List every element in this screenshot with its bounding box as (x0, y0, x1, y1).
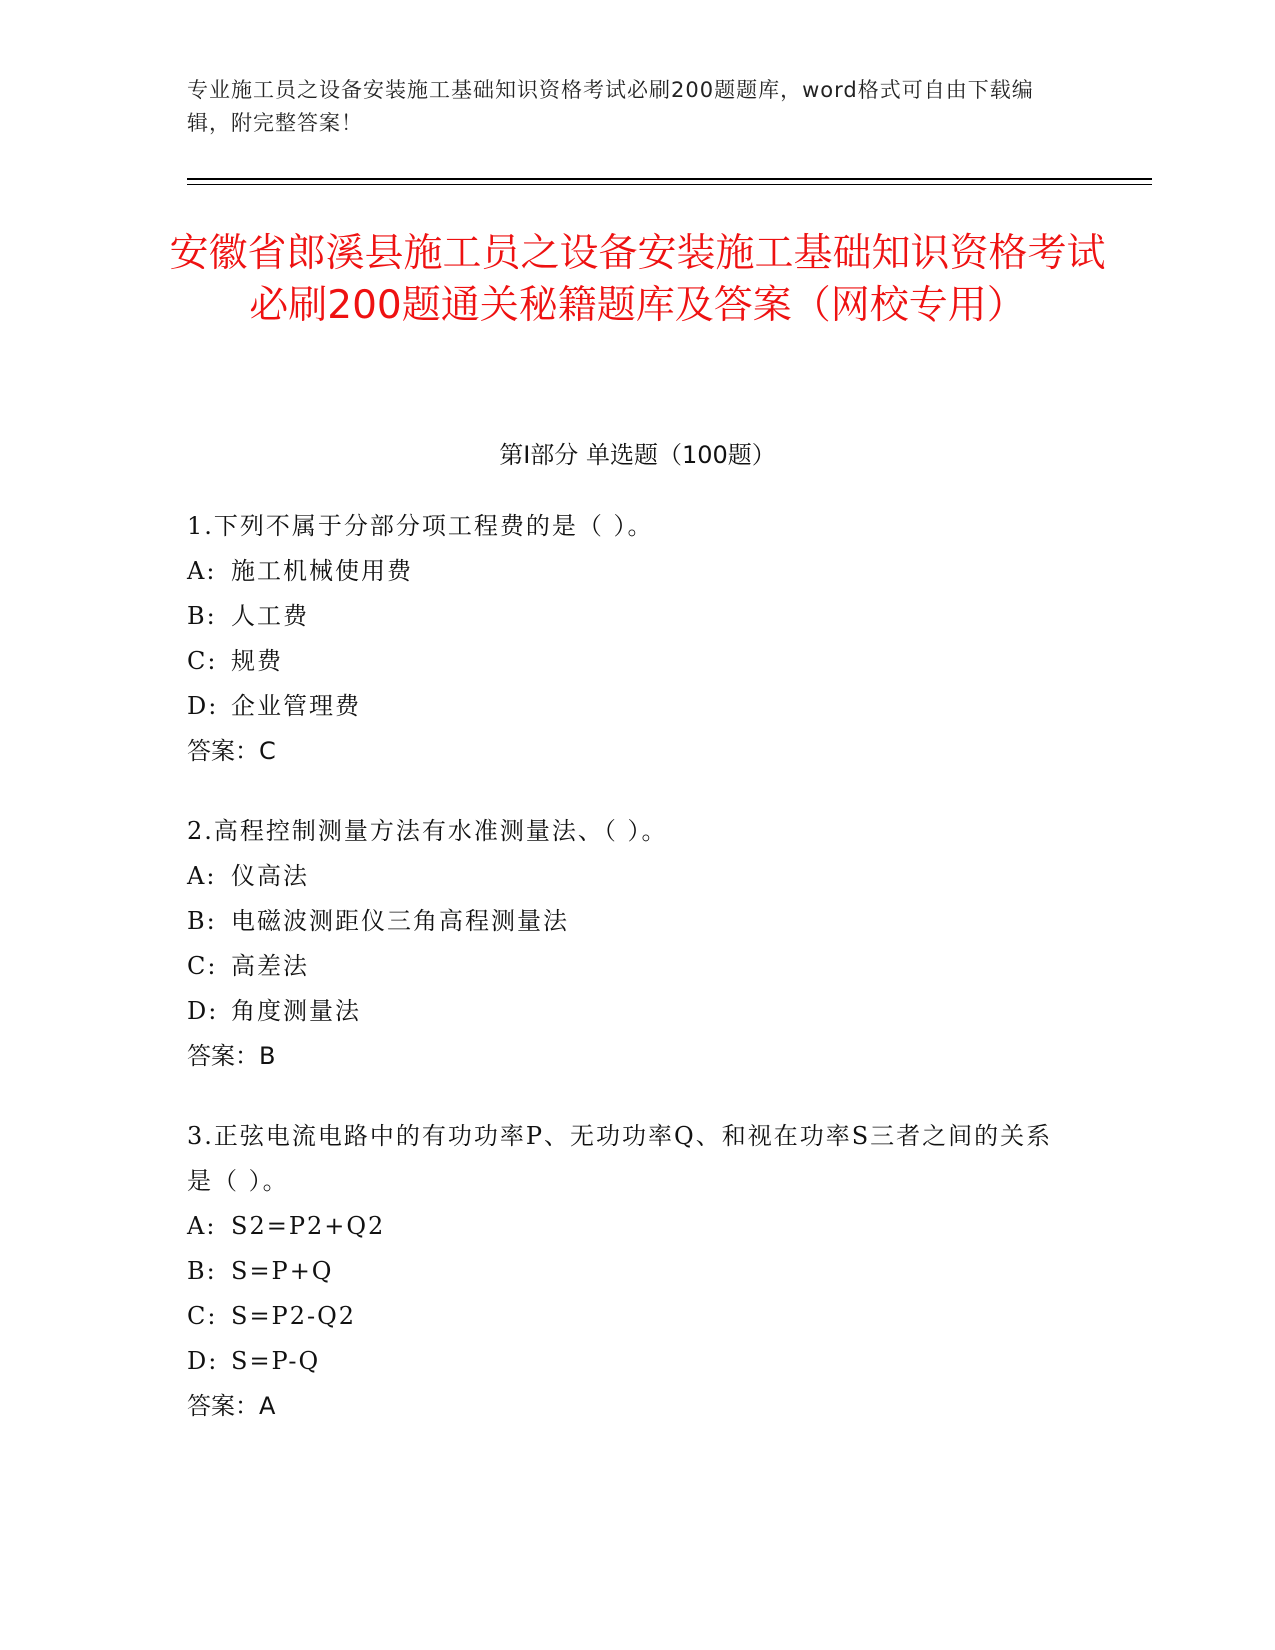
option-key: D: (187, 997, 219, 1025)
option-d (187, 1339, 1077, 1384)
answer: 答案：A (187, 1392, 276, 1420)
option-key: B: (187, 1257, 217, 1285)
option-text: S=P-Q (231, 1347, 321, 1375)
header-divider-thin (187, 184, 1152, 185)
option-key: A: (187, 862, 217, 890)
question-stem: 2.高程控制测量方法有水准测量法、（ ）。 (187, 817, 668, 845)
option-text: 人工费 (231, 602, 309, 630)
question-1 (187, 504, 1077, 774)
option-key: A: (187, 1212, 217, 1240)
option-text: 企业管理费 (231, 692, 361, 720)
option-text: 施工机械使用费 (231, 557, 413, 585)
option-text: 高差法 (231, 952, 309, 980)
question-3 (187, 1114, 1077, 1429)
option-key: C: (187, 647, 218, 675)
option-b (187, 899, 1077, 944)
option-d (187, 684, 1077, 729)
option-key: D: (187, 1347, 219, 1375)
option-a (187, 549, 1077, 594)
option-text: S2=P2+Q2 (231, 1212, 386, 1240)
option-key: C: (187, 1302, 218, 1330)
option-b (187, 1249, 1077, 1294)
option-key: B: (187, 907, 217, 935)
header-note: 专业施工员之设备安装施工基础知识资格考试必刷200题题库，word格式可自由下载编辑，附完整答案！ (187, 78, 1034, 135)
option-a (187, 1204, 1077, 1249)
option-c (187, 1294, 1077, 1339)
option-key: A: (187, 557, 217, 585)
document-title: 安徽省郎溪县施工员之设备安装施工基础知识资格考试必刷200题通关秘籍题库及答案（网校专用） (169, 231, 1106, 328)
option-text: 规费 (231, 647, 283, 675)
option-text: S=P+Q (231, 1257, 334, 1285)
option-text: 仪高法 (231, 862, 309, 890)
option-c (187, 944, 1077, 989)
option-c (187, 639, 1077, 684)
option-a (187, 854, 1077, 899)
question-stem: 1.下列不属于分部分项工程费的是（ ）。 (187, 512, 654, 540)
answer: 答案：C (187, 737, 276, 765)
option-text: 角度测量法 (231, 997, 361, 1025)
question-2 (187, 809, 1077, 1079)
option-key: C: (187, 952, 218, 980)
option-b (187, 594, 1077, 639)
option-text: S=P2-Q2 (231, 1302, 357, 1330)
header-divider-thick (187, 178, 1152, 180)
option-text: 电磁波测距仪三角高程测量法 (231, 907, 569, 935)
section-title: 第Ⅰ部分 单选题（100题） (499, 441, 776, 469)
question-stem: 3.正弦电流电路中的有功功率P、无功功率Q、和视在功率S三者之间的关系是（ ）。 (187, 1122, 1053, 1195)
option-key: B: (187, 602, 217, 630)
option-key: D: (187, 692, 219, 720)
answer: 答案：B (187, 1042, 276, 1070)
option-d (187, 989, 1077, 1034)
